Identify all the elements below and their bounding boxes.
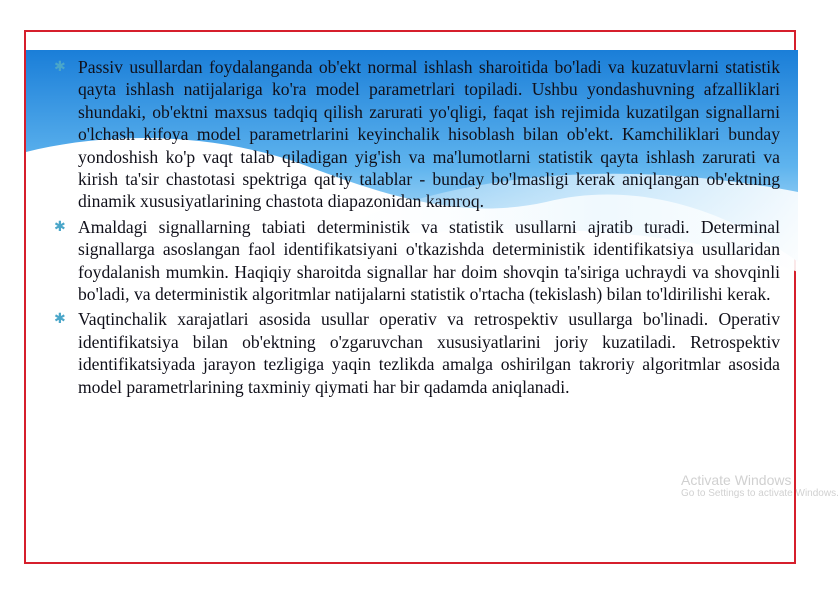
bullet-list xyxy=(52,56,780,401)
asterisk-bullet-icon: ✱ xyxy=(54,311,66,328)
bullet-item-passive-methods xyxy=(52,56,780,213)
asterisk-bullet-icon: ✱ xyxy=(54,59,66,75)
asterisk-bullet-icon: ✱ xyxy=(54,218,66,235)
bullet-item-signal-nature xyxy=(52,216,780,306)
bullet-item-time-costs xyxy=(52,308,780,398)
watermark-line2: Go to Settings to activate Windows. xyxy=(681,488,839,499)
paragraph-text: Vaqtinchalik xarajatlari asosida usullar operativ va retrospektiv usullarga bo'linadi. Operativ identifikatsiya bilan ob'ektning o'zgaruvchan xususiyatlarini joriy kuzatiladi. Retrospektiv identifikatsiyada jarayon tezligiga yaqin tezlikda amalga oshirilgan takroriy algoritmlar asosida model parametrlarining taxminiy qiymati har bir qadamda aniqlanadi. xyxy=(78,309,780,397)
paragraph-text: Passiv usullardan foydalanganda ob'ekt normal ishlash sharoitida bo'ladi va kuzatuvlarni statistik qayta ishlash natijalariga ko'ra model parametrlari topiladi. Ushbu yondashuvning afzalliklari shundaki, ob'ektni maxsus tadqiq qilish zarurati yo'qligi, faqat ish rejimida kuzatilgan signallarni o'lchash kifoya model parametrlarini keyinchalik hisoblash bilan ob'ekt. Kamchiliklari bunday yondoshish ko'p vaqt talab qiladigan yig'ish va ma'lumotlarni statistik qayta ishlash zarurati va kirish ta'sir chastotasi spektriga qat'iy talablar - bunday bo'lmasligi kerak aniqlangan ob'ektning dinamik xususiyatlarining chastota diapazonidan kamroq. xyxy=(78,57,780,212)
watermark-line1: Activate Windows xyxy=(681,472,792,488)
slide xyxy=(24,30,839,564)
activation-watermark xyxy=(681,472,839,499)
paragraph-text: Amaldagi signallarning tabiati deterministik va statistik usullarni ajratib turadi. Determinal signallarga asoslangan faol identifikatsiyani o'tkazishda deterministik identifikatsiya usullaridan foydalanish mumkin. Haqiqiy sharoitda signallar har doim shovqin ta'siriga uchraydi va shovqinli bo'ladi, va deterministik algoritmlar natijalarni statistik o'rtacha (tekislash) bilan to'ldirilishi kerak. xyxy=(78,216,780,305)
